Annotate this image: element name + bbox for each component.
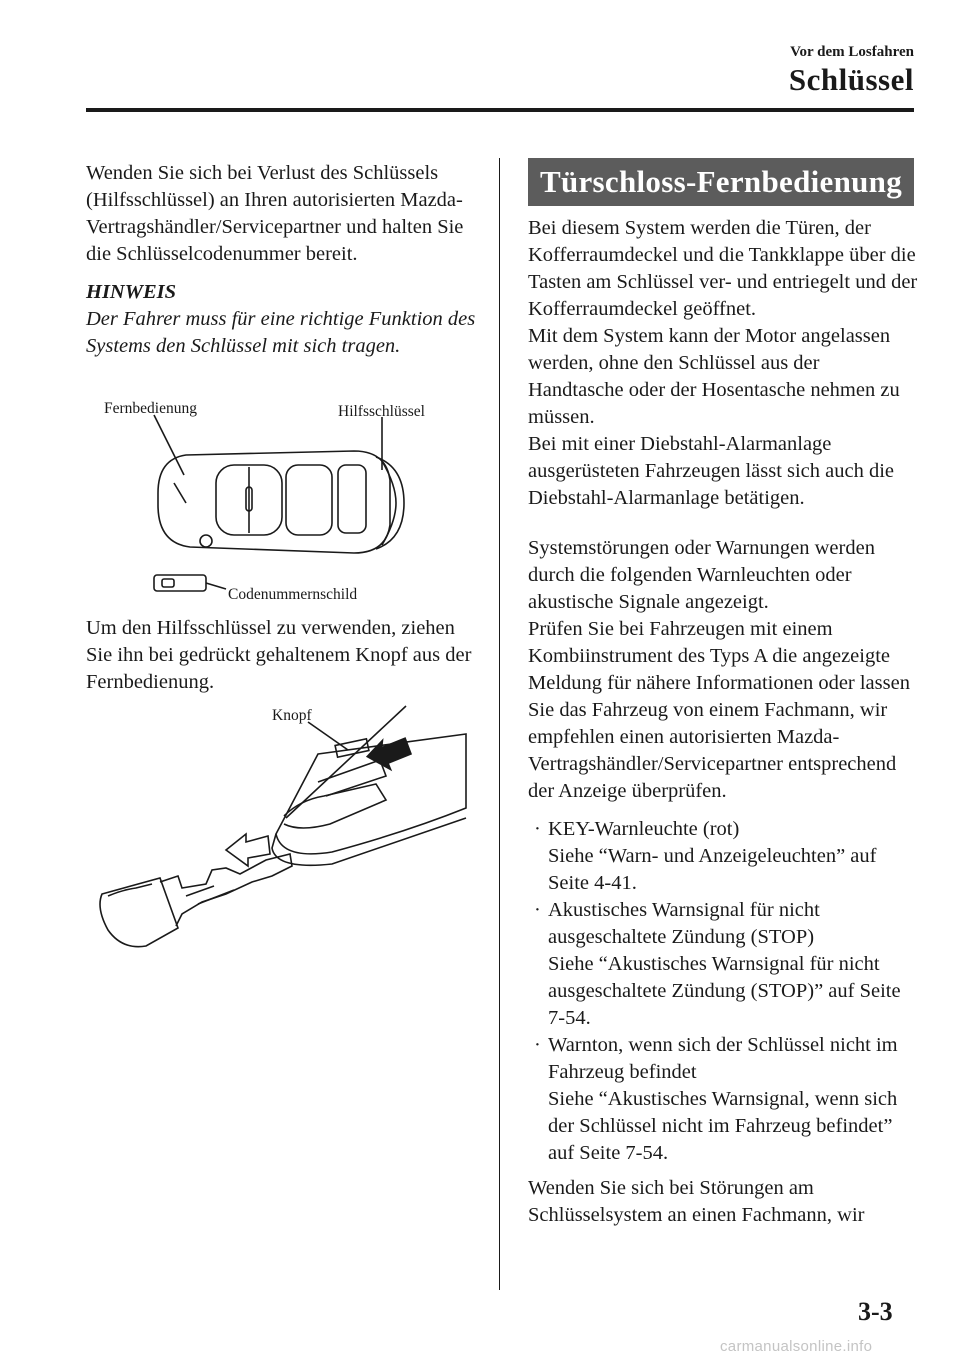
note-box <box>86 279 481 360</box>
bullet-dot: · <box>534 1034 541 1056</box>
bullet-item-text: Akustisches Warnsignal für nicht ausgeschaltete Zündung (STOP) <box>548 899 820 948</box>
page-number: 3-3 <box>858 1297 893 1326</box>
running-header-section: Vor dem Losfahren <box>790 44 914 60</box>
remote-key-figure <box>86 375 481 607</box>
bullet-reference: Siehe “Akustisches Warnsignal, wenn sich der Schlüssel nicht im Fahrzeug befindet” auf Seite 7-54. <box>548 1088 898 1164</box>
aux-key-instruction: Um den Hilfsschlüssel zu verwenden, ziehen Sie ihn bei gedrückt gehaltenem Knopf aus der Fernbedienung. <box>86 617 472 693</box>
right-column <box>528 158 918 1229</box>
bullet-item-text: Warnton, wenn sich der Schlüssel nicht im Fahrzeug befindet <box>548 1034 898 1083</box>
list-item <box>528 1032 918 1167</box>
left-column <box>86 160 481 958</box>
label-remote: Fernbedienung <box>104 400 197 417</box>
list-item <box>528 897 918 1032</box>
label-aux-key: Hilfsschlüssel <box>338 403 425 420</box>
running-header-title: Schlüssel <box>788 62 914 97</box>
check-instruction: Prüfen Sie bei Fahrzeugen mit einem Kombiinstrument des Typs A die angezeigte Meldung für nähere Informationen oder lassen Sie das Fahrzeug von einem Fachmann, wir empfehlen einen autorisierten Mazda-Vertragshändler/Servicepartner entsprechend der Anzeige überprüfen. <box>528 618 910 802</box>
bullet-reference: Siehe “Warn- und Anzeigeleuchten” auf Seite 4-41. <box>548 845 877 894</box>
key-removal-drawing <box>86 698 481 958</box>
warnings-intro: Systemstörungen oder Warnungen werden durch die folgenden Warnleuchten oder akustische Signale angezeigt. <box>528 537 875 613</box>
alarm-description: Bei mit einer Diebstahl-Alarmanlage ausgerüsteten Fahrzeugen lässt sich auch die Diebstahl-Alarmanlage betätigen. <box>528 433 895 509</box>
bullet-reference: Siehe “Akustisches Warnsignal für nicht ausgeschaltete Zündung (STOP)” auf Seite 7-54. <box>548 953 901 1029</box>
list-item <box>528 816 918 897</box>
service-paragraph: Wenden Sie sich bei Störungen am Schlüsselsystem an einen Fachmann, wir <box>528 1177 865 1226</box>
column-divider <box>499 158 500 1290</box>
bullet-dot: · <box>534 818 541 840</box>
section-title: Türschloss-Fernbedienung <box>528 158 914 206</box>
key-removal-figure <box>86 698 481 958</box>
watermark: carmanualsonline.info <box>720 1338 873 1355</box>
header-rule <box>86 108 914 112</box>
note-text: Der Fahrer muss für eine richtige Funktion des Systems den Schlüssel mit sich tragen. <box>86 308 476 357</box>
bullet-item-text: KEY-Warnleuchte (rot) <box>548 818 740 840</box>
label-button: Knopf <box>272 707 312 724</box>
engine-start-description: Mit dem System kann der Motor angelassen werden, ohne den Schlüssel aus der Handtasche oder der Hosentasche nehmen zu müssen. <box>528 325 900 428</box>
bullet-dot: · <box>534 899 541 921</box>
system-description: Bei diesem System werden die Türen, der Kofferraumdeckel und die Tankklappe über die Tasten am Schlüssel ver- und entriegelt und der Kofferraumdeckel geöffnet. <box>528 217 918 320</box>
note-heading: HINWEIS <box>86 281 177 303</box>
label-code-plate: Codenummernschild <box>228 586 358 603</box>
lost-key-paragraph: Wenden Sie sich bei Verlust des Schlüssels (Hilfsschlüssel) an Ihren autorisierten Mazda-Vertragshändler/Servicepartner und halten Sie die Schlüsselcodenummer bereit. <box>86 162 464 265</box>
warnings-list <box>528 816 918 1167</box>
